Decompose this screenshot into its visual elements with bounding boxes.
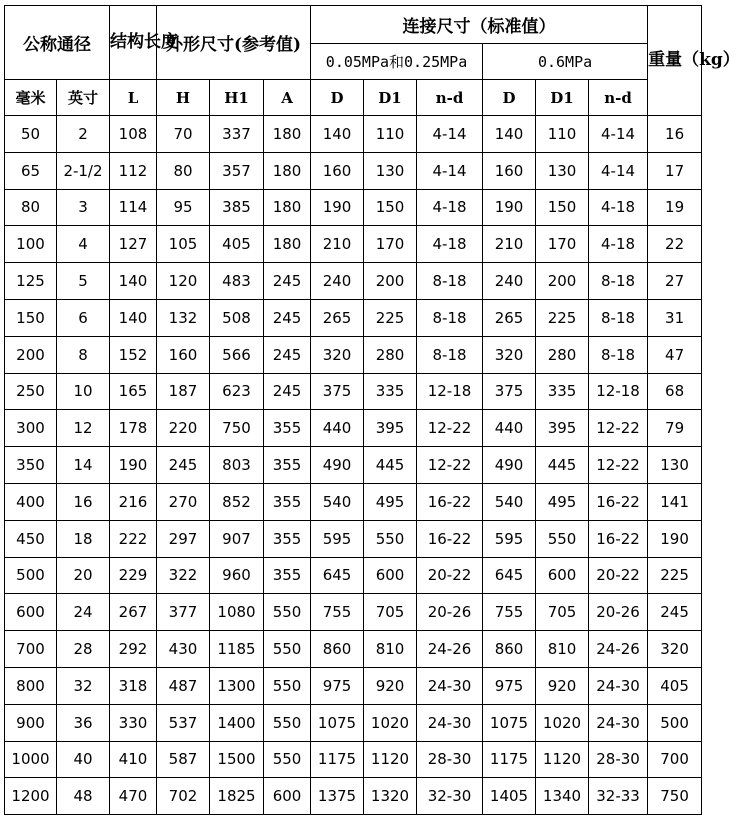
cell-d-low: 140	[311, 116, 364, 153]
cell-a: 245	[264, 299, 311, 336]
cell-h1: 1185	[210, 631, 264, 668]
header-weight: 重量（kg）	[648, 6, 702, 116]
col-header-inch: 英寸	[57, 80, 110, 116]
col-header-nd-high: n-d	[589, 80, 648, 116]
cell-h: 430	[157, 631, 210, 668]
cell-h1: 1080	[210, 594, 264, 631]
cell-nd-low: 20-26	[417, 594, 483, 631]
cell-l: 216	[110, 483, 157, 520]
cell-mm: 300	[5, 410, 57, 447]
cell-inch: 32	[57, 667, 110, 704]
cell-h: 160	[157, 336, 210, 373]
cell-d1-high: 130	[536, 152, 589, 189]
cell-mm: 1200	[5, 778, 57, 815]
cell-l: 190	[110, 447, 157, 484]
cell-l: 140	[110, 299, 157, 336]
cell-d1-low: 1120	[364, 741, 417, 778]
cell-nd-low: 24-30	[417, 667, 483, 704]
cell-a: 355	[264, 483, 311, 520]
cell-l: 410	[110, 741, 157, 778]
cell-nd-high: 16-22	[589, 520, 648, 557]
cell-mm: 65	[5, 152, 57, 189]
cell-inch: 48	[57, 778, 110, 815]
cell-l: 292	[110, 631, 157, 668]
cell-d-high: 860	[483, 631, 536, 668]
cell-mm: 600	[5, 594, 57, 631]
cell-d-high: 240	[483, 263, 536, 300]
cell-weight: 750	[648, 778, 702, 815]
cell-weight: 47	[648, 336, 702, 373]
cell-d-high: 595	[483, 520, 536, 557]
cell-nd-low: 12-18	[417, 373, 483, 410]
cell-d-high: 375	[483, 373, 536, 410]
header-pressure-high: 0.6MPa	[483, 44, 648, 80]
cell-nd-high: 16-22	[589, 483, 648, 520]
table-row	[5, 483, 702, 520]
cell-nd-low: 32-30	[417, 778, 483, 815]
cell-d1-high: 495	[536, 483, 589, 520]
cell-nd-high: 8-18	[589, 336, 648, 373]
col-header-a: A	[264, 80, 311, 116]
cell-nd-high: 20-26	[589, 594, 648, 631]
cell-inch: 2	[57, 116, 110, 153]
cell-mm: 150	[5, 299, 57, 336]
cell-nd-high: 20-22	[589, 557, 648, 594]
cell-h1: 960	[210, 557, 264, 594]
cell-mm: 100	[5, 226, 57, 263]
cell-nd-low: 24-26	[417, 631, 483, 668]
cell-mm: 250	[5, 373, 57, 410]
col-header-nd-low: n-d	[417, 80, 483, 116]
cell-d-high: 755	[483, 594, 536, 631]
cell-weight: 27	[648, 263, 702, 300]
col-header-mm: 毫米	[5, 80, 57, 116]
cell-h1: 907	[210, 520, 264, 557]
cell-inch: 10	[57, 373, 110, 410]
cell-d-low: 755	[311, 594, 364, 631]
cell-inch: 6	[57, 299, 110, 336]
cell-h1: 750	[210, 410, 264, 447]
cell-weight: 130	[648, 447, 702, 484]
cell-weight: 190	[648, 520, 702, 557]
cell-weight: 320	[648, 631, 702, 668]
cell-mm: 80	[5, 189, 57, 226]
cell-d1-low: 600	[364, 557, 417, 594]
cell-h1: 803	[210, 447, 264, 484]
cell-d1-high: 150	[536, 189, 589, 226]
cell-d1-low: 225	[364, 299, 417, 336]
cell-d-low: 190	[311, 189, 364, 226]
cell-h1: 852	[210, 483, 264, 520]
cell-l: 330	[110, 704, 157, 741]
cell-nd-low: 4-14	[417, 116, 483, 153]
cell-inch: 4	[57, 226, 110, 263]
cell-mm: 350	[5, 447, 57, 484]
cell-d1-low: 335	[364, 373, 417, 410]
cell-a: 550	[264, 594, 311, 631]
cell-d1-high: 600	[536, 557, 589, 594]
col-header-d-high: D	[483, 80, 536, 116]
cell-weight: 225	[648, 557, 702, 594]
cell-inch: 5	[57, 263, 110, 300]
col-header-l: L	[110, 80, 157, 116]
cell-d1-low: 445	[364, 447, 417, 484]
cell-nd-high: 12-22	[589, 410, 648, 447]
cell-h: 245	[157, 447, 210, 484]
cell-d1-high: 920	[536, 667, 589, 704]
table-row	[5, 447, 702, 484]
cell-nd-low: 20-22	[417, 557, 483, 594]
cell-d1-low: 395	[364, 410, 417, 447]
cell-l: 112	[110, 152, 157, 189]
cell-d1-low: 550	[364, 520, 417, 557]
cell-nd-high: 8-18	[589, 263, 648, 300]
cell-a: 180	[264, 189, 311, 226]
cell-mm: 1000	[5, 741, 57, 778]
cell-d-high: 440	[483, 410, 536, 447]
cell-d-low: 240	[311, 263, 364, 300]
cell-weight: 68	[648, 373, 702, 410]
cell-d1-low: 810	[364, 631, 417, 668]
cell-nd-high: 24-26	[589, 631, 648, 668]
cell-nd-low: 8-18	[417, 299, 483, 336]
table-row	[5, 226, 702, 263]
cell-mm: 200	[5, 336, 57, 373]
table-row	[5, 373, 702, 410]
col-header-d1-low: D1	[364, 80, 417, 116]
header-structure-length: 结构长度	[110, 6, 157, 80]
cell-d-low: 540	[311, 483, 364, 520]
cell-nd-low: 24-30	[417, 704, 483, 741]
cell-h1: 566	[210, 336, 264, 373]
cell-nd-low: 4-14	[417, 152, 483, 189]
col-header-h: H	[157, 80, 210, 116]
cell-h1: 1825	[210, 778, 264, 815]
cell-nd-high: 24-30	[589, 667, 648, 704]
cell-d-high: 320	[483, 336, 536, 373]
cell-nd-high: 12-18	[589, 373, 648, 410]
cell-d-high: 160	[483, 152, 536, 189]
cell-l: 229	[110, 557, 157, 594]
cell-nd-low: 8-18	[417, 263, 483, 300]
cell-a: 550	[264, 704, 311, 741]
cell-a: 550	[264, 667, 311, 704]
cell-d1-low: 705	[364, 594, 417, 631]
cell-l: 140	[110, 263, 157, 300]
cell-d1-high: 395	[536, 410, 589, 447]
table-row	[5, 299, 702, 336]
cell-nd-high: 4-14	[589, 116, 648, 153]
cell-h: 120	[157, 263, 210, 300]
table-row	[5, 667, 702, 704]
cell-d-high: 975	[483, 667, 536, 704]
cell-d-low: 645	[311, 557, 364, 594]
cell-a: 180	[264, 152, 311, 189]
cell-d-low: 160	[311, 152, 364, 189]
cell-nd-high: 4-14	[589, 152, 648, 189]
table-row	[5, 741, 702, 778]
cell-h1: 1500	[210, 741, 264, 778]
cell-inch: 24	[57, 594, 110, 631]
cell-inch: 36	[57, 704, 110, 741]
cell-nd-high: 24-30	[589, 704, 648, 741]
cell-nd-low: 28-30	[417, 741, 483, 778]
cell-a: 180	[264, 116, 311, 153]
cell-inch: 3	[57, 189, 110, 226]
cell-h: 270	[157, 483, 210, 520]
cell-d-low: 265	[311, 299, 364, 336]
cell-l: 267	[110, 594, 157, 631]
cell-mm: 900	[5, 704, 57, 741]
cell-d-high: 540	[483, 483, 536, 520]
cell-d1-low: 110	[364, 116, 417, 153]
cell-h: 322	[157, 557, 210, 594]
cell-a: 245	[264, 336, 311, 373]
cell-a: 355	[264, 520, 311, 557]
cell-h1: 623	[210, 373, 264, 410]
cell-inch: 16	[57, 483, 110, 520]
cell-h: 220	[157, 410, 210, 447]
cell-h1: 1300	[210, 667, 264, 704]
cell-h: 587	[157, 741, 210, 778]
cell-d1-high: 1340	[536, 778, 589, 815]
cell-l: 152	[110, 336, 157, 373]
table-row	[5, 778, 702, 815]
cell-a: 600	[264, 778, 311, 815]
cell-d-high: 140	[483, 116, 536, 153]
cell-h1: 508	[210, 299, 264, 336]
cell-d-low: 1075	[311, 704, 364, 741]
cell-d1-low: 280	[364, 336, 417, 373]
table-row	[5, 557, 702, 594]
header-connection-dimensions: 连接尺寸（标准值）	[311, 6, 648, 44]
cell-d-high: 1175	[483, 741, 536, 778]
cell-d1-high: 705	[536, 594, 589, 631]
cell-d1-low: 920	[364, 667, 417, 704]
cell-l: 222	[110, 520, 157, 557]
cell-nd-high: 28-30	[589, 741, 648, 778]
col-header-d1-high: D1	[536, 80, 589, 116]
cell-d1-high: 280	[536, 336, 589, 373]
valve-spec-table	[4, 5, 740, 815]
cell-nd-low: 4-18	[417, 226, 483, 263]
cell-h1: 1400	[210, 704, 264, 741]
cell-d1-high: 445	[536, 447, 589, 484]
cell-d-high: 645	[483, 557, 536, 594]
header-nominal-diameter: 公称通径	[5, 6, 110, 80]
cell-d1-low: 200	[364, 263, 417, 300]
cell-h: 377	[157, 594, 210, 631]
cell-nd-high: 8-18	[589, 299, 648, 336]
cell-weight: 700	[648, 741, 702, 778]
cell-a: 245	[264, 373, 311, 410]
cell-d1-low: 150	[364, 189, 417, 226]
cell-mm: 125	[5, 263, 57, 300]
cell-mm: 700	[5, 631, 57, 668]
cell-l: 178	[110, 410, 157, 447]
cell-l: 114	[110, 189, 157, 226]
cell-h: 132	[157, 299, 210, 336]
cell-d1-high: 810	[536, 631, 589, 668]
cell-mm: 50	[5, 116, 57, 153]
cell-d-low: 375	[311, 373, 364, 410]
cell-a: 550	[264, 631, 311, 668]
cell-h: 297	[157, 520, 210, 557]
cell-weight: 141	[648, 483, 702, 520]
cell-h: 537	[157, 704, 210, 741]
table-row	[5, 520, 702, 557]
cell-h: 95	[157, 189, 210, 226]
cell-nd-high: 12-22	[589, 447, 648, 484]
cell-a: 355	[264, 557, 311, 594]
header-pressure-low: 0.05MPa和0.25MPa	[311, 44, 483, 80]
cell-nd-high: 4-18	[589, 226, 648, 263]
cell-d-high: 265	[483, 299, 536, 336]
cell-h1: 357	[210, 152, 264, 189]
cell-h: 702	[157, 778, 210, 815]
cell-mm: 400	[5, 483, 57, 520]
cell-l: 127	[110, 226, 157, 263]
cell-d1-low: 170	[364, 226, 417, 263]
header-overall-dimensions: 外形尺寸(参考值)	[157, 6, 311, 80]
cell-d-low: 975	[311, 667, 364, 704]
cell-a: 355	[264, 410, 311, 447]
cell-nd-low: 12-22	[417, 410, 483, 447]
cell-d-high: 190	[483, 189, 536, 226]
cell-h: 105	[157, 226, 210, 263]
cell-weight: 245	[648, 594, 702, 631]
cell-d1-high: 225	[536, 299, 589, 336]
cell-d-high: 1075	[483, 704, 536, 741]
cell-a: 180	[264, 226, 311, 263]
cell-nd-high: 32-33	[589, 778, 648, 815]
cell-inch: 20	[57, 557, 110, 594]
table-row	[5, 631, 702, 668]
table-row	[5, 263, 702, 300]
cell-mm: 800	[5, 667, 57, 704]
table-row	[5, 410, 702, 447]
cell-weight: 500	[648, 704, 702, 741]
cell-d-low: 1375	[311, 778, 364, 815]
cell-h1: 385	[210, 189, 264, 226]
cell-inch: 2-1/2	[57, 152, 110, 189]
cell-d-low: 210	[311, 226, 364, 263]
cell-weight: 405	[648, 667, 702, 704]
cell-d1-high: 110	[536, 116, 589, 153]
cell-weight: 16	[648, 116, 702, 153]
col-header-h1: H1	[210, 80, 264, 116]
cell-d1-low: 130	[364, 152, 417, 189]
cell-l: 165	[110, 373, 157, 410]
cell-l: 318	[110, 667, 157, 704]
cell-inch: 18	[57, 520, 110, 557]
cell-nd-high: 4-18	[589, 189, 648, 226]
cell-d-high: 490	[483, 447, 536, 484]
cell-inch: 12	[57, 410, 110, 447]
cell-d1-high: 170	[536, 226, 589, 263]
cell-d-low: 595	[311, 520, 364, 557]
table-row	[5, 152, 702, 189]
cell-weight: 22	[648, 226, 702, 263]
cell-d-low: 490	[311, 447, 364, 484]
cell-d1-high: 200	[536, 263, 589, 300]
cell-d-low: 440	[311, 410, 364, 447]
table-row	[5, 189, 702, 226]
cell-d1-high: 1020	[536, 704, 589, 741]
cell-a: 245	[264, 263, 311, 300]
cell-h: 487	[157, 667, 210, 704]
cell-h1: 337	[210, 116, 264, 153]
cell-weight: 79	[648, 410, 702, 447]
cell-l: 470	[110, 778, 157, 815]
cell-d1-low: 495	[364, 483, 417, 520]
cell-d-low: 860	[311, 631, 364, 668]
cell-inch: 28	[57, 631, 110, 668]
cell-h: 70	[157, 116, 210, 153]
cell-inch: 14	[57, 447, 110, 484]
table-row	[5, 704, 702, 741]
cell-weight: 17	[648, 152, 702, 189]
cell-nd-low: 12-22	[417, 447, 483, 484]
cell-d1-low: 1320	[364, 778, 417, 815]
table-row	[5, 336, 702, 373]
cell-d-high: 210	[483, 226, 536, 263]
table-row	[5, 594, 702, 631]
cell-a: 550	[264, 741, 311, 778]
cell-l: 108	[110, 116, 157, 153]
cell-nd-low: 16-22	[417, 520, 483, 557]
table-body	[5, 116, 702, 815]
col-header-d-low: D	[311, 80, 364, 116]
cell-d1-low: 1020	[364, 704, 417, 741]
cell-nd-low: 8-18	[417, 336, 483, 373]
cell-d1-high: 550	[536, 520, 589, 557]
cell-h: 187	[157, 373, 210, 410]
cell-nd-low: 16-22	[417, 483, 483, 520]
cell-weight: 31	[648, 299, 702, 336]
cell-d-low: 1175	[311, 741, 364, 778]
cell-h1: 405	[210, 226, 264, 263]
cell-d1-high: 335	[536, 373, 589, 410]
cell-nd-low: 4-18	[417, 189, 483, 226]
cell-weight: 19	[648, 189, 702, 226]
cell-d1-high: 1120	[536, 741, 589, 778]
cell-d-high: 1405	[483, 778, 536, 815]
cell-d-low: 320	[311, 336, 364, 373]
cell-a: 355	[264, 447, 311, 484]
cell-inch: 8	[57, 336, 110, 373]
cell-mm: 500	[5, 557, 57, 594]
cell-h: 80	[157, 152, 210, 189]
cell-h1: 483	[210, 263, 264, 300]
cell-mm: 450	[5, 520, 57, 557]
cell-inch: 40	[57, 741, 110, 778]
table-row	[5, 116, 702, 153]
